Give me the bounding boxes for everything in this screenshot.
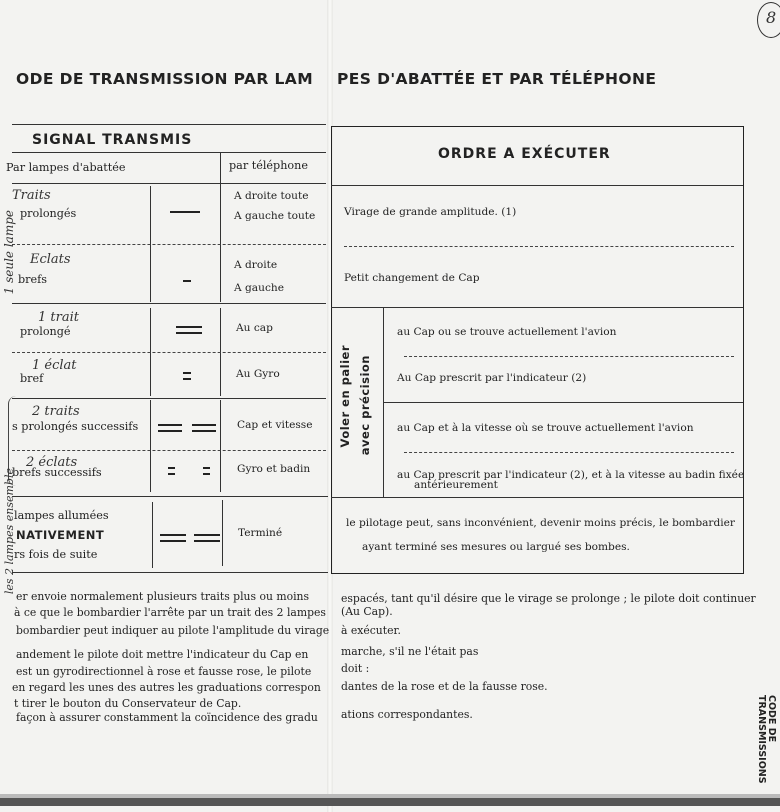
side-tab-line1: CODE	[766, 695, 777, 725]
note-line: en regard les unes des autres les graduations correspon	[12, 681, 321, 694]
title-right: PES D'ABATTÉE ET PAR TÉLÉPHONE	[337, 70, 657, 88]
rule	[150, 400, 151, 492]
phone-signal: A gauche toute	[234, 210, 316, 222]
dashed-separator	[344, 246, 734, 247]
lamp-signal: rs fois de suite	[14, 548, 98, 561]
signal-long-stroke	[170, 211, 200, 213]
dashed-separator	[404, 356, 734, 357]
handwritten-one-trait: 1 trait	[38, 310, 79, 325]
signal-double-long	[158, 424, 182, 432]
note-line: ations correspondantes.	[341, 708, 473, 721]
rule	[331, 185, 743, 186]
phone-signal: Terminé	[238, 527, 283, 539]
rule	[383, 402, 743, 403]
handwritten-traits: Traits	[12, 188, 51, 203]
order-row-1: Virage de grande amplitude. (1)	[344, 206, 517, 218]
signal-double-short	[203, 467, 210, 475]
handwritten-one-eclat: 1 éclat	[32, 358, 77, 373]
dashed-separator	[404, 452, 734, 453]
rule	[220, 400, 221, 492]
vertical-label-1: Voler en palier	[338, 345, 352, 448]
signal-double-long	[192, 424, 216, 432]
order-sub-3: au Cap et à la vitesse où se trouve actuellement l'avion	[397, 422, 694, 434]
rule	[12, 124, 326, 125]
rule	[220, 152, 221, 188]
note-line: (Au Cap).	[341, 605, 393, 618]
rule	[12, 572, 328, 573]
phone-signal: A gauche	[234, 282, 284, 294]
phone-signal: Cap et vitesse	[237, 419, 313, 431]
rule	[12, 152, 326, 153]
phone-signal: A droite	[234, 259, 278, 271]
rule	[222, 500, 223, 566]
note-line: er envoie normalement plusieurs traits plus ou moins	[16, 590, 310, 603]
phone-signal: A droite toute	[234, 190, 309, 202]
signal-short-stroke	[183, 280, 191, 282]
signal-double-short	[183, 372, 191, 380]
lamp-signal: lampes allumées	[14, 509, 109, 522]
bottom-band	[0, 798, 780, 806]
order-row-end: le pilotage peut, sans inconvénient, devenir moins précis, le bombardier	[346, 517, 735, 529]
handwritten-two-traits: 2 traits	[32, 404, 80, 419]
lamp-signal: s prolongés successifs	[12, 420, 139, 433]
col-header-lamps: Par lampes d'abattée	[6, 161, 126, 174]
rule	[12, 183, 326, 184]
rule	[152, 502, 153, 568]
note-line: façon à assurer constamment la coïncidence des gradu	[16, 711, 318, 724]
order-sub-4: au Cap prescrit par l'indicateur (2), et à la vitesse au badin fixée	[397, 469, 745, 481]
note-line: andement le pilote doit mettre l'indicateur du Cap en	[16, 648, 309, 661]
right-table-header: ORDRE A EXÉCUTER	[438, 146, 611, 162]
col-header-phone: par téléphone	[229, 159, 308, 172]
rule	[331, 497, 743, 498]
signal-double-long	[194, 534, 220, 542]
signal-double-long	[160, 534, 186, 542]
rule	[12, 398, 326, 399]
vertical-label-2: avec précision	[358, 355, 372, 456]
dashed-separator	[12, 450, 326, 451]
lamp-signal: bref	[20, 372, 44, 385]
dashed-separator	[12, 244, 326, 245]
handwritten-two-eclats: 2 éclats	[26, 455, 78, 470]
lamp-signal: prolongé	[20, 325, 71, 338]
margin-note-one-lamp: 1 seule lampe	[2, 210, 16, 295]
phone-signal: Au Gyro	[236, 368, 280, 380]
phone-signal: Au cap	[236, 322, 273, 334]
side-tab	[756, 695, 776, 812]
page-number: 8	[766, 8, 777, 27]
note-line: t tirer le bouton du Conservateur de Cap.	[14, 697, 242, 710]
lamp-signal-bold: NATIVEMENT	[16, 528, 105, 542]
note-line: doit :	[341, 662, 370, 675]
lamp-signal: brefs successifs	[12, 466, 102, 479]
lamp-signal: brefs	[18, 273, 48, 286]
signal-double-short	[168, 467, 175, 475]
note-line: à exécuter.	[341, 624, 401, 637]
note-line: est un gyrodirectionnel à rose et fausse rose, le pilote	[16, 665, 312, 678]
left-table-header: SIGNAL TRANSMIS	[32, 132, 193, 148]
rule	[12, 303, 326, 304]
margin-note-two-lamps: les 2 lampes ensemble	[3, 468, 16, 595]
order-sub-4-cont: antérieurement	[414, 479, 498, 491]
note-line: dantes de la rose et de la fausse rose.	[341, 680, 548, 693]
phone-signal: Gyro et badin	[237, 463, 311, 475]
order-sub-1: au Cap ou se trouve actuellement l'avion	[397, 326, 617, 338]
title-left: ODE DE TRANSMISSION PAR LAM	[16, 70, 314, 88]
rule	[331, 307, 743, 308]
order-row-2: Petit changement de Cap	[344, 272, 480, 284]
rule	[12, 496, 328, 497]
note-line: espacés, tant qu'il désire que le virage se prolonge ; le pilote doit continuer	[341, 592, 756, 605]
note-line: marche, s'il ne l'était pas	[341, 645, 479, 658]
handwritten-eclats: Eclats	[30, 252, 71, 267]
signal-double-long	[176, 326, 202, 334]
right-table-frame	[331, 126, 744, 574]
order-sub-2: Au Cap prescrit par l'indicateur (2)	[397, 372, 587, 384]
note-line: à ce que le bombardier l'arrête par un trait des 2 lampes	[14, 606, 326, 619]
dashed-separator	[12, 352, 326, 353]
order-row-end-cont: ayant terminé ses mesures ou largué ses bombes.	[362, 541, 630, 553]
lamp-signal: prolongés	[20, 207, 77, 220]
side-tab-line2: DE TRANSMISSIONS	[756, 695, 777, 784]
note-line: bombardier peut indiquer au pilote l'amplitude du virage	[16, 624, 330, 637]
